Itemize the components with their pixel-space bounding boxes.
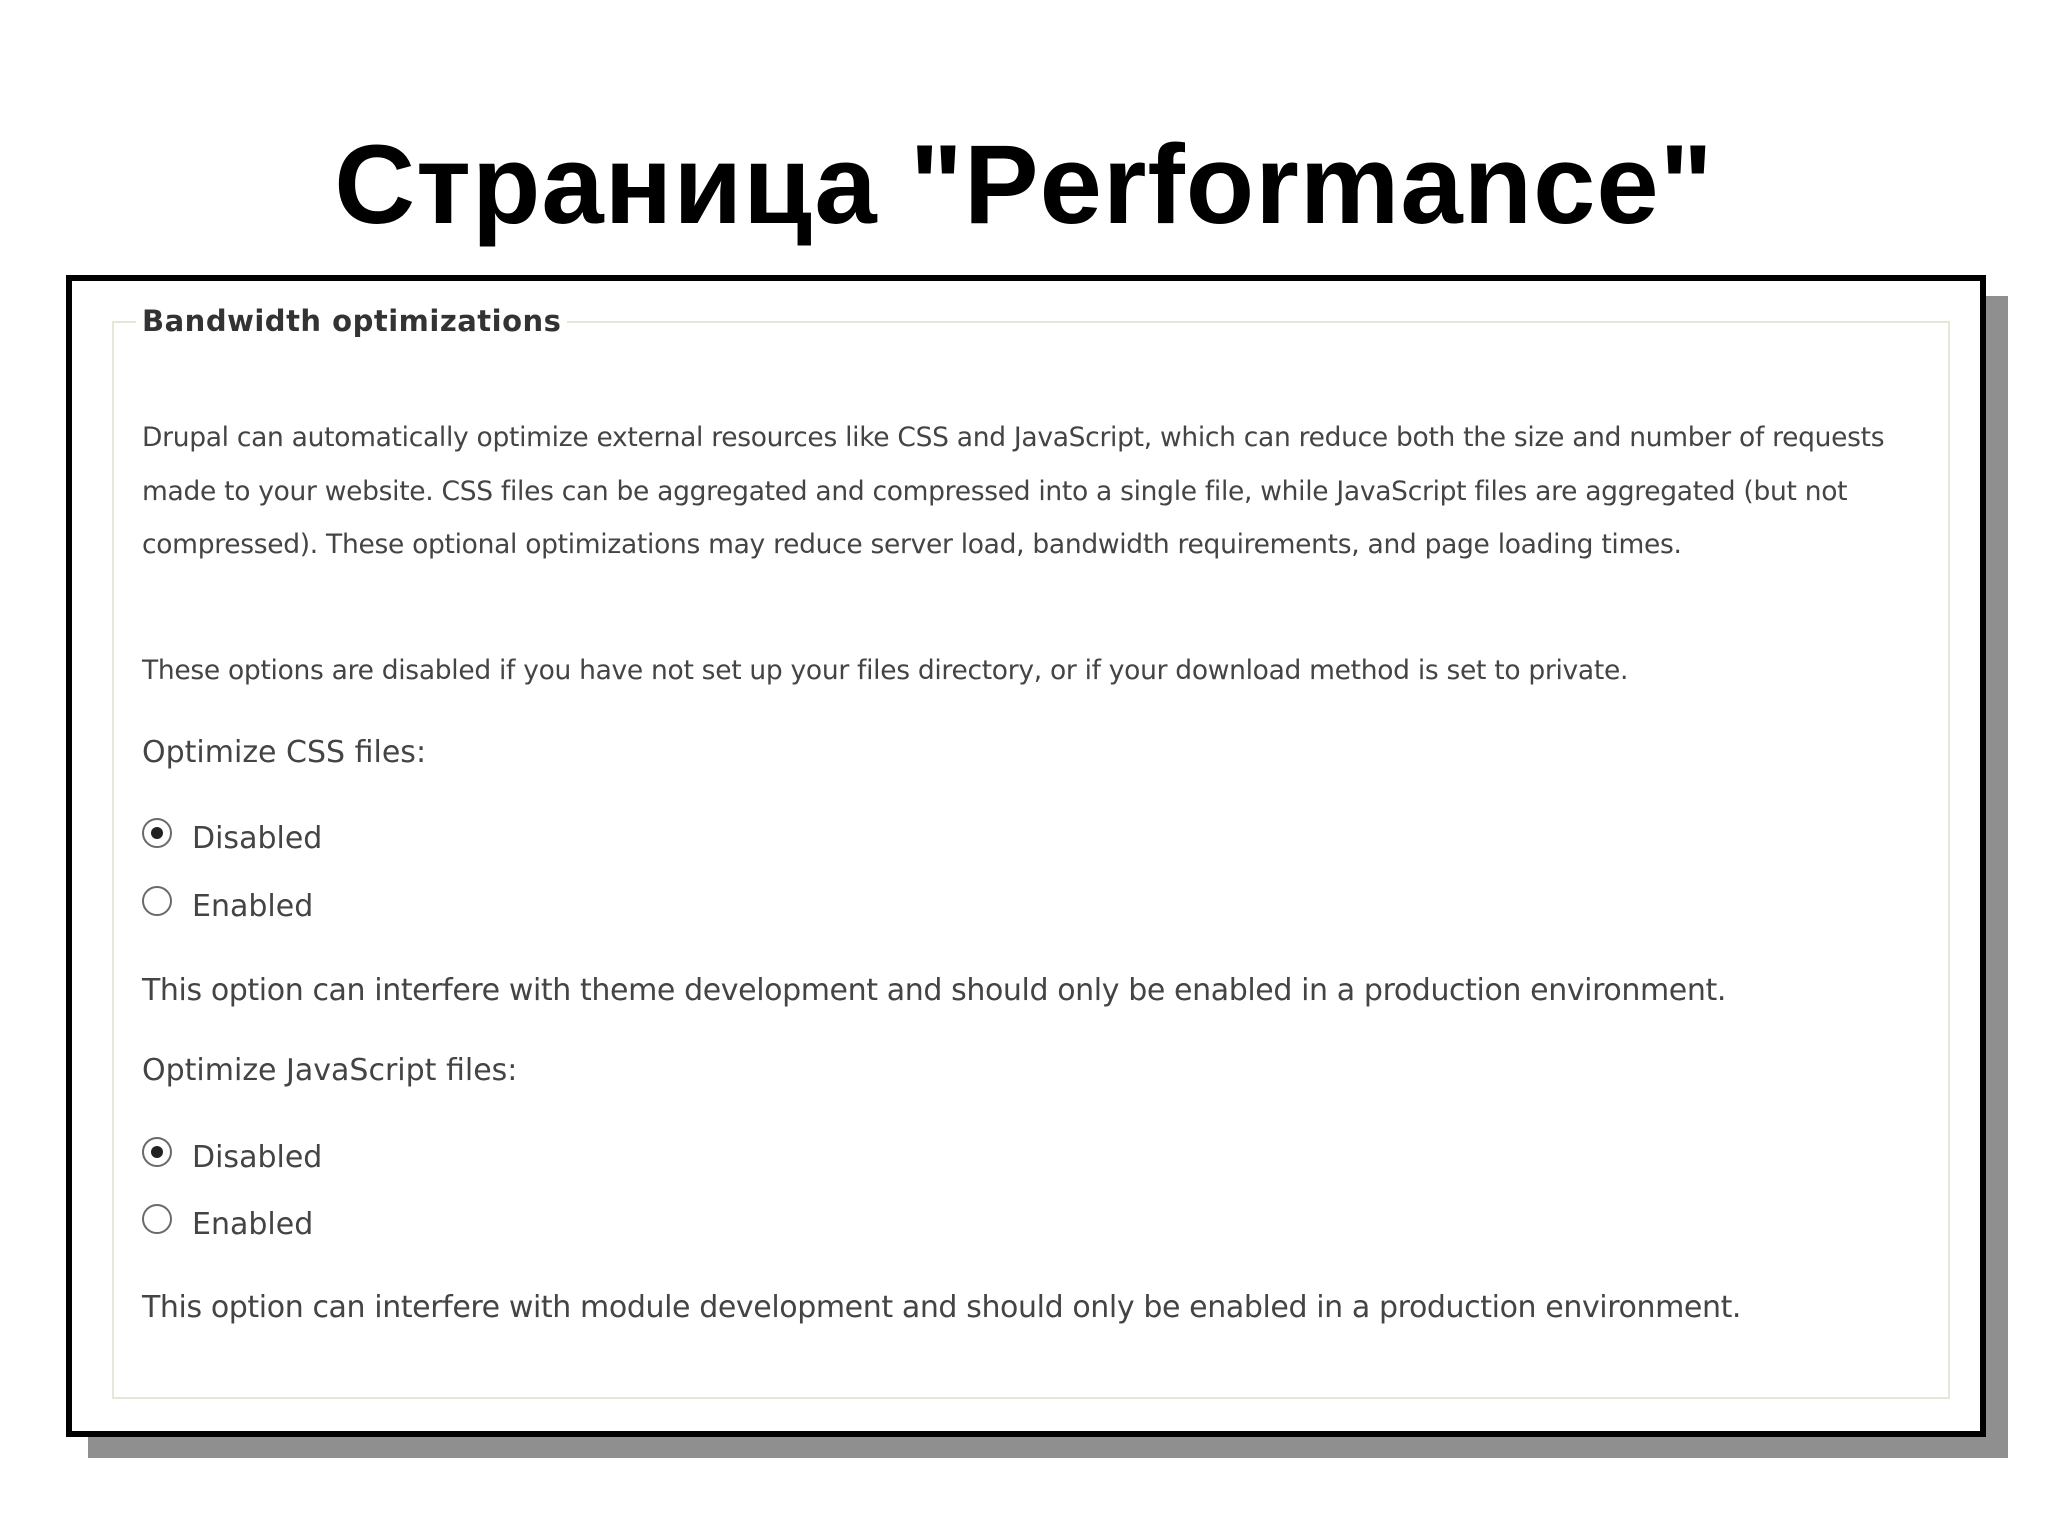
optimize-js-label: Optimize JavaScript files: xyxy=(142,1053,518,1088)
js-option-enabled[interactable] xyxy=(142,1205,313,1245)
slide-title: Страница "Performance" xyxy=(334,122,1714,247)
js-enabled-label[interactable]: Enabled xyxy=(192,1207,314,1242)
fieldset-legend: Bandwidth optimizations xyxy=(136,301,567,341)
fieldset-description: Drupal can automatically optimize external resources like CSS and JavaScript, which can reduce both the size and number of requests made to your website. CSS files can be aggregated and compressed into a single file, while JavaScript files are aggregated (but not compressed). These optional optimizations may reduce server load, bandwidth requirements, and page loading times. xyxy=(142,422,1885,560)
bandwidth-optimizations-fieldset xyxy=(112,304,1950,1399)
css-disabled-label[interactable]: Disabled xyxy=(192,821,323,856)
js-option-disabled[interactable] xyxy=(142,1138,322,1178)
css-enabled-label[interactable]: Enabled xyxy=(192,889,314,924)
css-option-enabled[interactable] xyxy=(142,887,313,927)
optimize-css-label: Optimize CSS files: xyxy=(142,735,427,770)
screenshot-frame xyxy=(66,275,1986,1437)
js-disabled-radio[interactable] xyxy=(142,1137,172,1167)
css-disabled-radio[interactable] xyxy=(142,818,172,848)
css-enabled-radio[interactable] xyxy=(142,886,172,916)
css-help-text: This option can interfere with theme development and should only be enabled in a production environment. xyxy=(142,973,1726,1008)
fieldset-note: These options are disabled if you have not set up your files directory, or if your download method is set to private. xyxy=(142,655,1629,686)
js-disabled-label[interactable]: Disabled xyxy=(192,1140,323,1175)
js-enabled-radio[interactable] xyxy=(142,1204,172,1234)
css-option-disabled[interactable] xyxy=(142,819,322,859)
js-help-text: This option can interfere with module development and should only be enabled in a production environment. xyxy=(142,1290,1742,1325)
